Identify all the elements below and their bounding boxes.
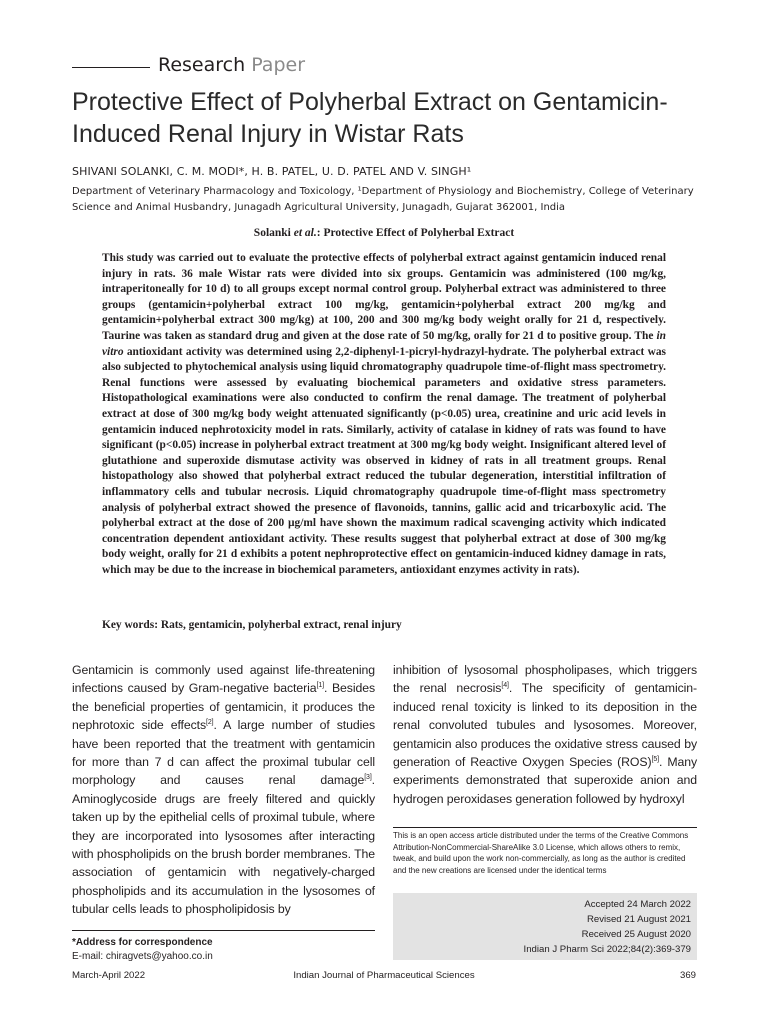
citation-ref[interactable]: [4] [501,682,509,690]
abstract-part1: This study was carried out to evaluate the protective effects of polyherbal extract against gentamicin induced renal injury in rats. 36 male Wistar rats were divided into six groups. Gentamicin was administered (100 mg/kg, intraperitoneally for 10 d) to all groups except normal control group. Polyherbal extract was administered to three groups (gentamicin+polyherbal extract 100 mg/kg, gentamicin+polyherbal extract 200 mg/kg and gentamicin+polyherbal extract 300 mg/kg) at 100, 200 and 300 mg/kg body weight orally for 21 d, respectively. Taurine was taken as standard drug and given at the dose rate of 50 mg/kg, orally for 21 d to positive group. The [102,252,666,342]
affiliation: Department of Veterinary Pharmacology and Toxicology, ¹Department of Physiology and Biochemistry, College of Veterinary Science and Animal Husbandry, Junagadh Agricultural University, Junagadh, Gujarat 362001, India [72,186,694,213]
footer-journal: Indian Journal of Pharmaceutical Sciences [293,970,475,981]
abstract [102,251,666,578]
body-text: . Aminoglycoside drugs are freely filtered and quickly taken up by the epithelial cells of proximal tubule, where they are incorporated into lysosomes after interacting with phospholipids on the brush border membranes. The association of gentamicin with negatively-charged phospholipids and its accumulation in the lysosomes of tubular cells leads to phospholipidosis by [72,773,375,917]
keywords: Key words: Rats, gentamicin, polyherbal extract, renal injury [102,619,402,631]
running-title-etal: et al. [293,227,317,239]
body-text: inhibition of lysosomal phospholipases, which triggers the renal necrosis [393,663,697,696]
article-type-label [158,54,305,76]
body-text: . A large number of studies have been reported that the treatment with gentamicin for more than 7 d can affect the proximal tubular cell morphology and causes renal damage [72,718,375,788]
body-text: . Besides the beneficial properties of gentamicin, it produces the nephrotoxic side effects [72,681,375,733]
article-type-word2: Paper [251,54,306,76]
running-title-author: Solanki [253,227,291,239]
citation-ref[interactable]: [1] [316,682,324,690]
correspondence-label: *Address for correspondence [72,937,213,948]
citation-ref[interactable]: [5] [651,755,659,763]
body-column-right [393,661,697,808]
running-title [0,227,768,239]
citation-ref[interactable]: [2] [206,719,214,727]
correspondence-email[interactable]: E-mail: chiragvets@yahoo.co.in [72,951,213,962]
article-type-word1: Research [158,54,246,76]
received-date: Received 25 August 2020 [581,929,691,940]
citation: Indian J Pharm Sci 2022;84(2):369-379 [523,944,691,955]
paper-title: Protective Effect of Polyherbal Extract on Gentamicin-Induced Renal Injury in Wistar Rats [72,88,668,148]
article-history-box [393,893,697,960]
body-text: . Many experiments demonstrated that superoxide anion and hydrogen peroxidases generation followed by hydroxyl [393,755,697,806]
section-header [72,54,696,80]
license-notice [393,827,697,876]
license-text: This is an open access article distributed under the terms of the Creative Commons Attribution-NonCommercial-ShareAlike 3.0 License, which allows others to remix, tweak, and build upon the work non-commercially, as long as the author is credited and the new creations are licensed under the identical terms [393,831,689,875]
footnote-rule [72,930,375,931]
page-footer [72,970,696,984]
page-number: 369 [679,970,696,981]
header-rule [72,67,150,68]
body-column-left [72,661,375,919]
footer-issue: March-April 2022 [72,970,146,981]
author-list: SHIVANI SOLANKI, C. M. MODI*, H. B. PATEL, U. D. PATEL AND V. SINGH¹ [72,165,472,178]
body-text: . The specificity of gentamicin-induced renal toxicity is linked to its deposition in the renal convoluted tubules and lysosomes. Moreover, gentamicin also produces the oxidative stress caused by generation of Reactive Oxygen Species (ROS) [393,681,697,770]
citation-ref[interactable]: [3] [364,774,372,782]
running-title-rest: : Protective Effect of Polyherbal Extract [316,227,515,239]
abstract-part2: antioxidant activity was determined using 2,2-diphenyl-1-picryl-hydrazyl-hydrate. The polyherbal extract was also subjected to phytochemical analysis using liquid chromatography quadrupole time-of-flight mass spectrometry. Renal functions were assessed by evaluating biochemical parameters and oxidative stress parameters. Histopathological examinations were also conducted to confirm the renal damage. The treatment of polyherbal extract at dose of 300 mg/kg body weight attenuated significantly (p<0.05) urea, creatinine and uric acid levels in gentamicin induced nephrotoxicity model in rats. Similarly, activity of catalase in kidney of rats was found to have significant (p<0.05) increase in polyherbal extract treatment at 300 mg/kg body weight. Insignificant altered level of glutathione and superoxide dismutase activity was observed in kidney of rats in all treatment groups. Renal histopathology also showed that polyherbal extract reduced the tubular degeneration, interstitial infiltration of inflammatory cells and tubular necrosis. Liquid chromatography quadrupole time-of-flight mass spectrometry analysis of polyherbal extract showed the presence of flavonoids, tannins, gallic acid and tricarboxylic acid. The polyherbal extract at the dose of 200 µg/ml have shown the maximum radical scavenging activity which indicated concentration dependent antioxidant activity. These results suggest that polyherbal extract at dose of 300 mg/kg body weight, orally for 21 d exhibits a potent nephroprotective effect on gentamicin-induced kidney damage in rats, which may be due to the increase in biochemical parameters, antioxidant enzymes activity in rats). [102,345,666,576]
revised-date: Revised 21 August 2021 [586,914,691,925]
accepted-date: Accepted 24 March 2022 [584,899,691,910]
body-text: Gentamicin is commonly used against life-threatening infections caused by Gram-negative bacteria [72,663,375,696]
abstract-italic: in vitro [102,329,666,358]
